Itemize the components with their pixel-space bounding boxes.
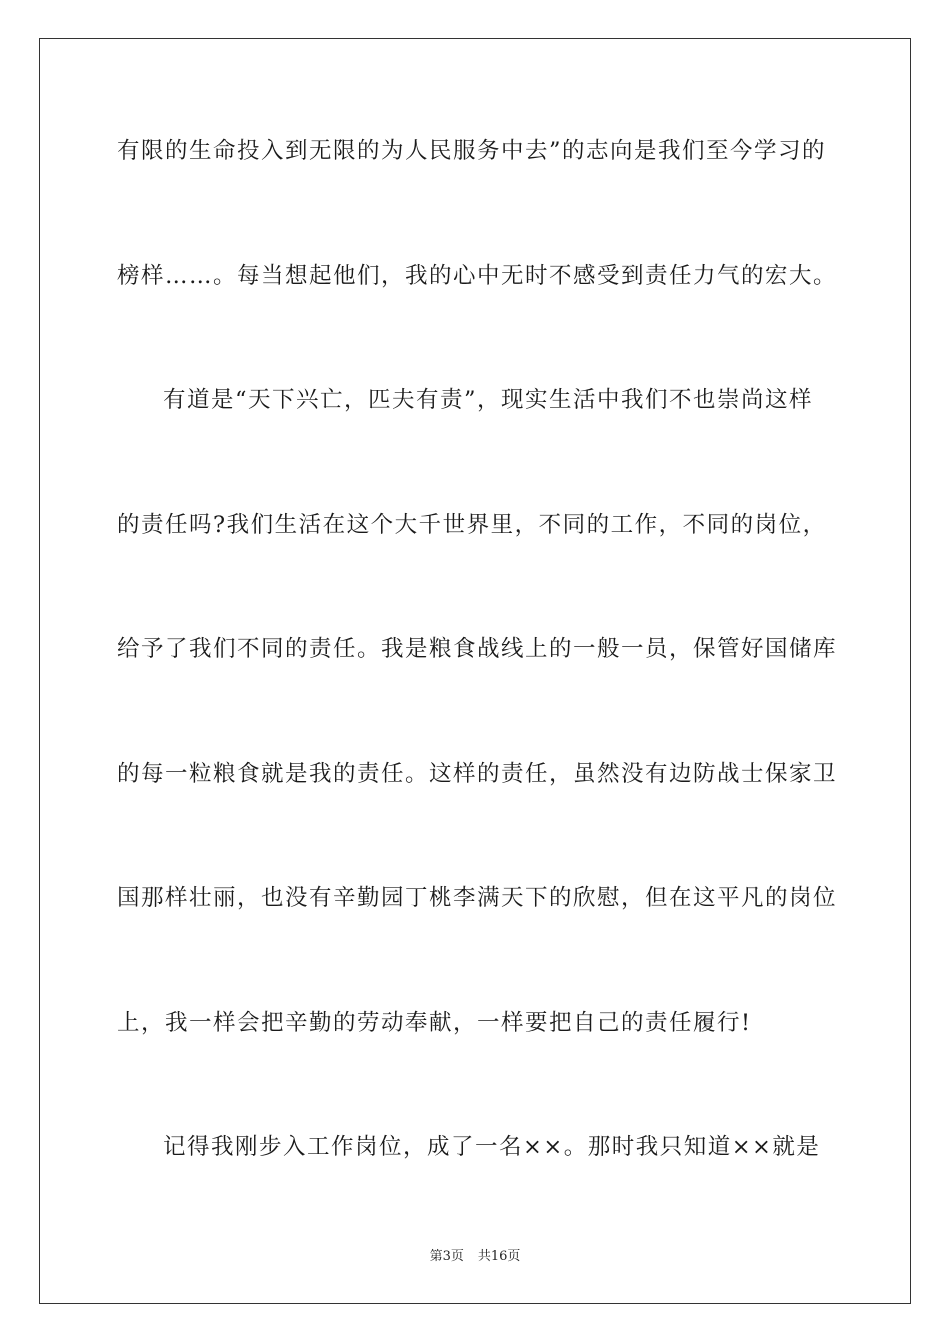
text-line: 上，我一样会把辛勤的劳动奉献，一样要把自己的责任履行! [117,1010,752,1036]
text-line: 给予了我们不同的责任。我是粮食战线上的一般一员，保管好国储库 [117,636,838,662]
text-line: 的每一粒粮食就是我的责任。这样的责任，虽然没有边防战士保家卫 [117,761,838,787]
paragraph-start-line: 有道是“天下兴亡，匹夫有责”，现实生活中我们不也崇尚这样 [163,387,814,413]
text-line: 榜样……。每当想起他们，我的心中无时不感受到责任力气的宏大。 [117,263,838,289]
page-footer [0,1248,950,1266]
total-pages: 共16页 [477,1249,521,1264]
text-line: 有限的生命投入到无限的为人民服务中去”的志向是我们至今学习的 [117,138,827,164]
page-border [39,38,911,1304]
paragraph-start-line: 记得我刚步入工作岗位，成了一名××。那时我只知道××就是 [163,1134,821,1160]
text-line: 国那样壮丽，也没有辛勤园丁桃李满天下的欣慰，但在这平凡的岗位 [117,885,838,911]
page-number: 第3页 [429,1249,464,1264]
text-line: 的责任吗?我们生活在这个大千世界里，不同的工作，不同的岗位， [117,512,827,538]
